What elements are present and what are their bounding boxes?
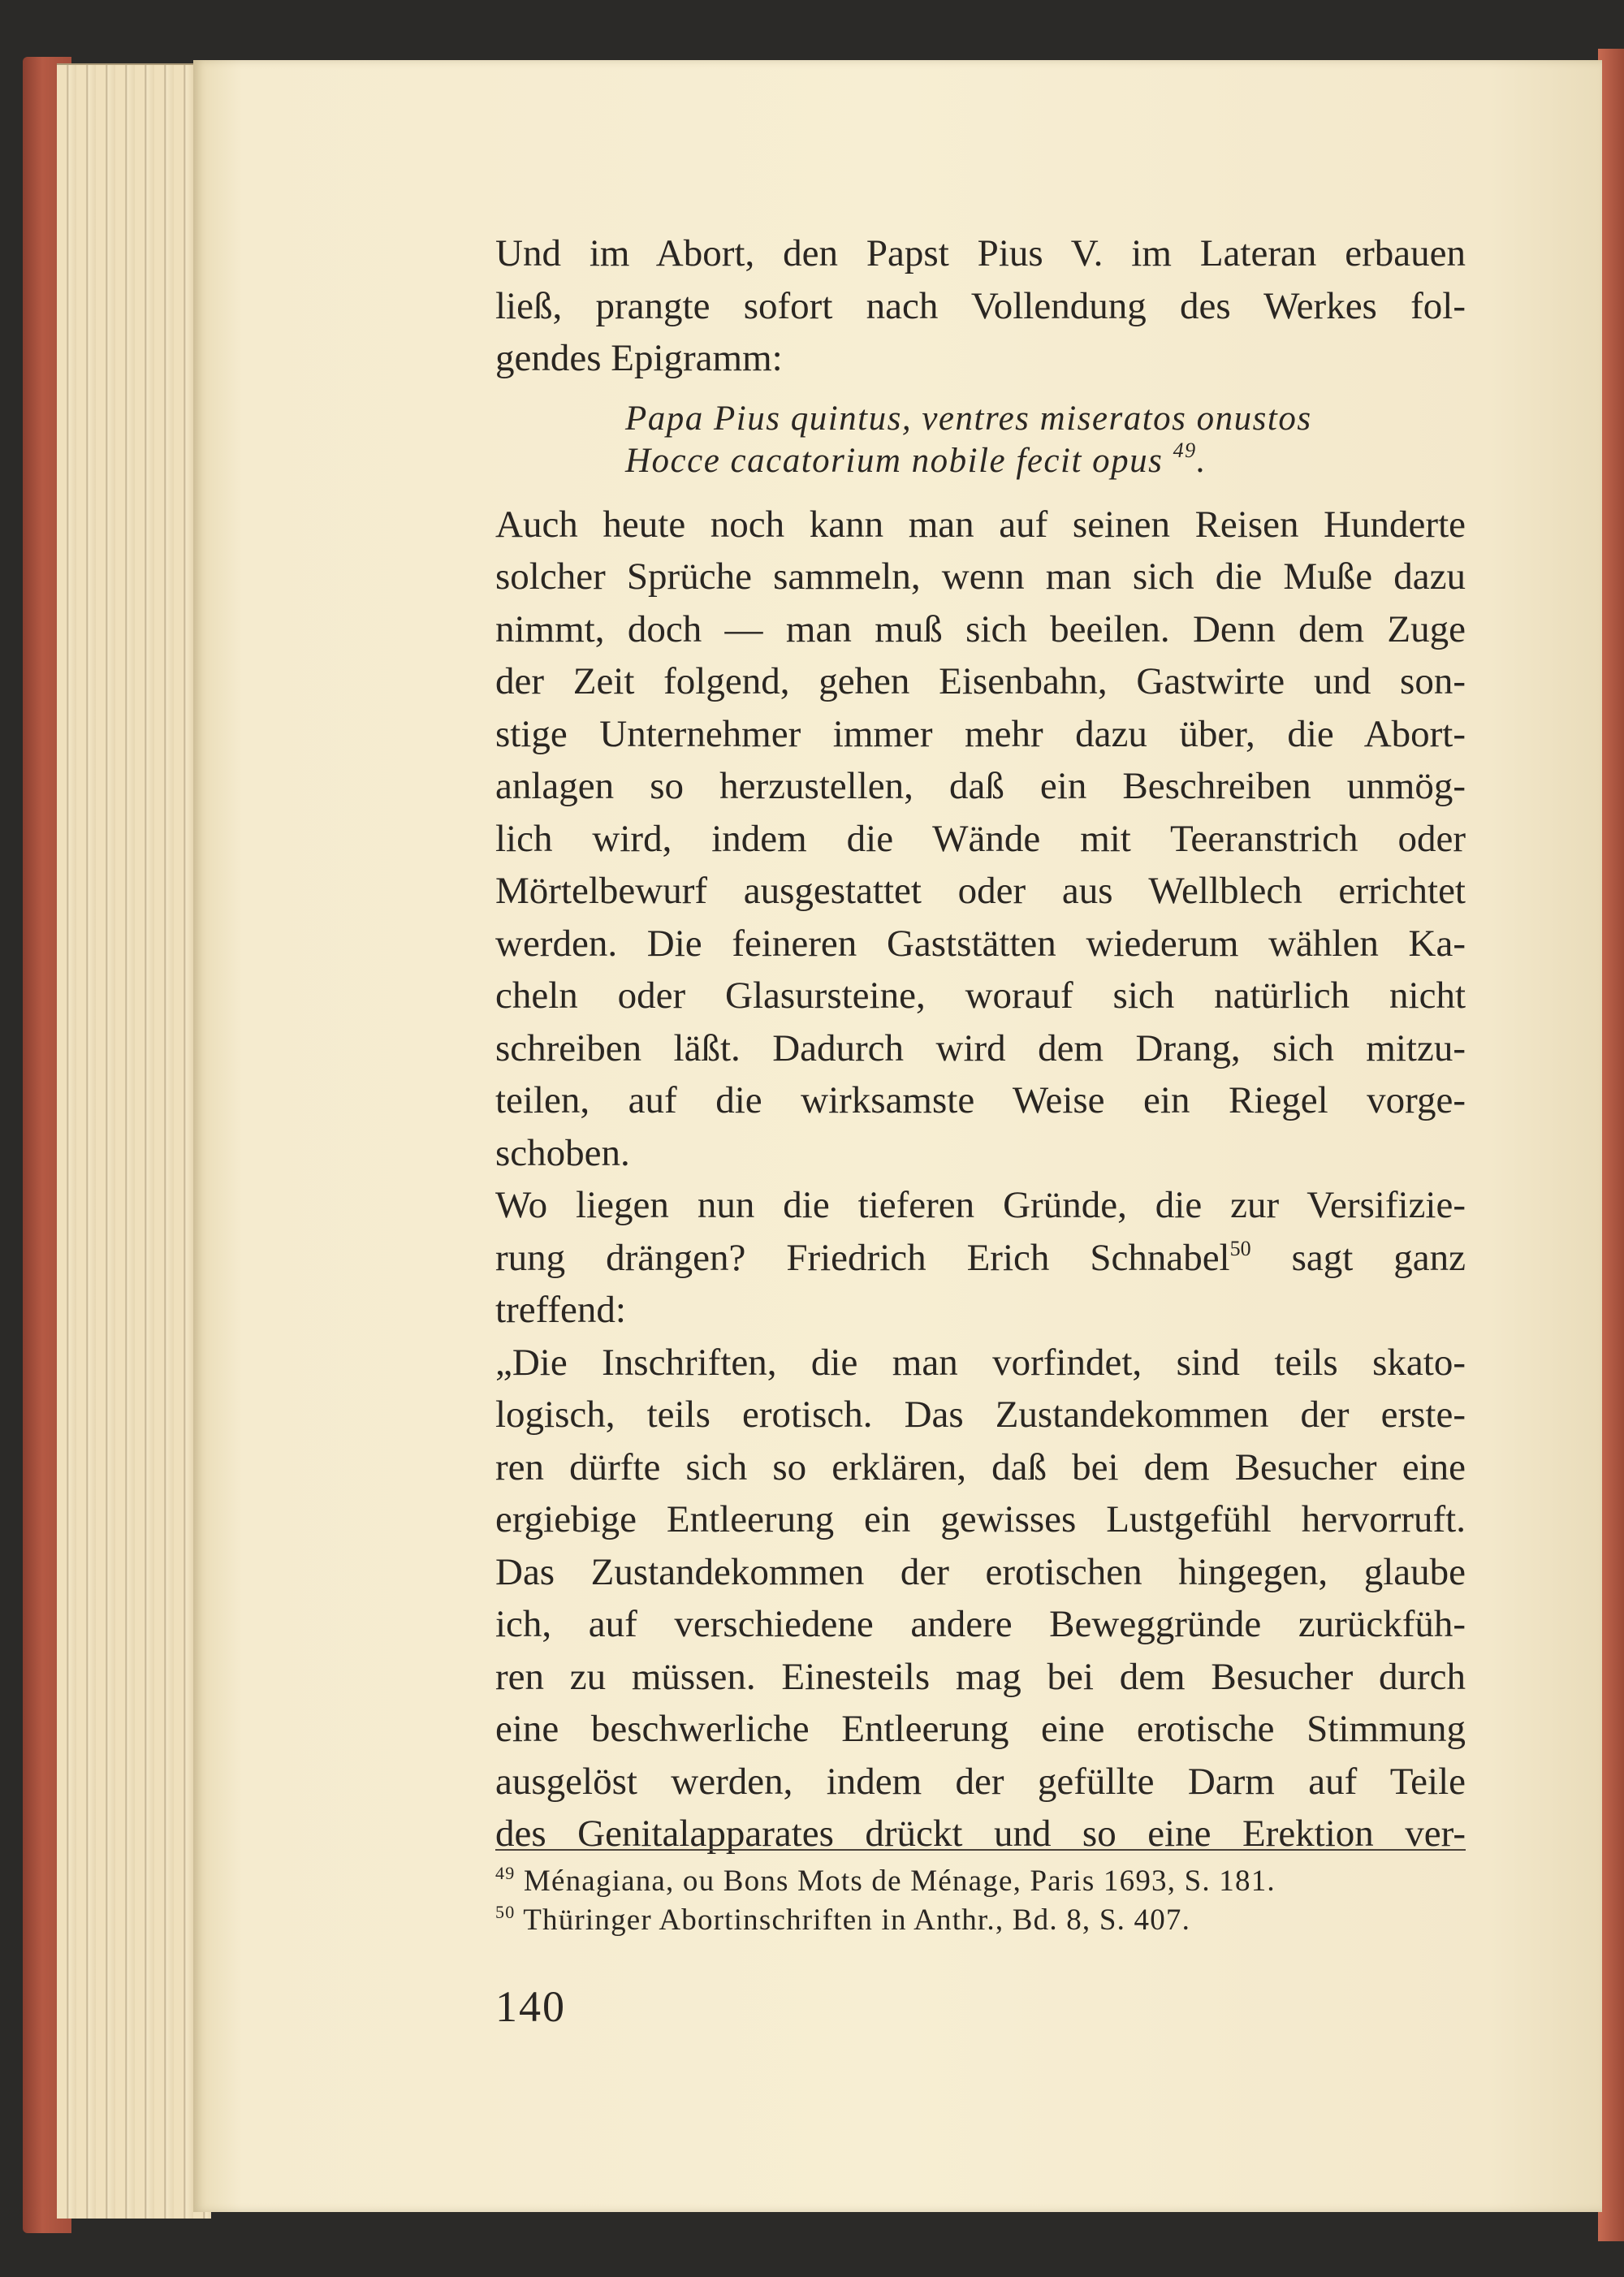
paragraph-2	[495, 499, 1466, 1180]
text-line: schreiben läßt. Dadurch wird dem Drang, sich mitzu-	[495, 1026, 1466, 1069]
text-line: ich, auf verschiedene andere Beweggründe zurückfüh-	[495, 1603, 1466, 1645]
text-line: Wo liegen nun die tieferen Gründe, die zur Versifizie-	[495, 1184, 1466, 1226]
text-line: gendes Epigramm:	[495, 337, 783, 379]
footnotes	[495, 1849, 1466, 1940]
footnote-50	[495, 1901, 1466, 1940]
verse-line-2-text: Hocce cacatorium nobile fecit opus	[625, 441, 1164, 480]
text-line: anlagen so herzustellen, daß ein Beschreiben unmög-	[495, 765, 1466, 807]
text-line: lich wird, indem die Wände mit Teeranstrich oder	[495, 817, 1466, 860]
text-line: eine beschwerliche Entleerung eine erotische Stimmung	[495, 1708, 1466, 1750]
paragraph-4-quote	[495, 1337, 1466, 1860]
verse-line-2	[625, 440, 1466, 482]
text-line: ausgelöst werden, indem der gefüllte Darm auf Teile	[495, 1760, 1466, 1803]
text-line: cheln oder Glasursteine, worauf sich natürlich nicht	[495, 974, 1466, 1017]
footnote-text: Thüringer Abortinschriften in Anthr., Bd. 8, S. 407.	[515, 1903, 1191, 1937]
text-line: stige Unternehmer immer mehr dazu über, die Abort-	[495, 712, 1466, 755]
text-line: Und im Abort, den Papst Pius V. im Lateran erbauen	[495, 232, 1466, 274]
page-body	[495, 227, 1466, 1860]
verse-line-2-end: .	[1196, 441, 1207, 480]
footnote-49	[495, 1862, 1466, 1901]
text-line: teilen, auf die wirksamste Weise ein Riegel vorge-	[495, 1079, 1466, 1121]
footnote-ref-50: 50	[1229, 1236, 1251, 1260]
footnote-text: Ménagiana, ou Bons Mots de Ménage, Paris 1693, S. 181.	[515, 1864, 1276, 1898]
text-line	[495, 1232, 1466, 1285]
page-edges	[57, 63, 211, 2219]
footnote-number: 50	[495, 1902, 516, 1922]
text-line: der Zeit folgend, gehen Eisenbahn, Gastwirte und son-	[495, 660, 1466, 702]
paragraph-3	[495, 1179, 1466, 1337]
footnote-number: 49	[495, 1863, 516, 1883]
text-line: werden. Die feineren Gaststätten wiederum wählen Ka-	[495, 922, 1466, 965]
epigram-verse	[625, 398, 1466, 482]
text-line: ließ, prangte sofort nach Vollendung des Werkes fol-	[495, 284, 1466, 327]
text-line: logisch, teils erotisch. Das Zustandekommen der erste-	[495, 1393, 1466, 1436]
text-segment: rung drängen? Friedrich Erich Schnabel	[495, 1236, 1230, 1279]
text-line: ren dürfte sich so erklären, daß bei dem Besucher eine	[495, 1445, 1466, 1488]
footnote-ref-49: 49	[1173, 438, 1197, 462]
text-line: nimmt, doch — man muß sich beeilen. Denn dem Zuge	[495, 607, 1466, 650]
text-line: des Genitalapparates drückt und so eine Erektion ver-	[495, 1813, 1466, 1855]
verse-line-1: Papa Pius quintus, ventres miseratos onustos	[625, 399, 1312, 438]
page-number: 140	[495, 1982, 566, 2031]
text-line: Das Zustandekommen der erotischen hingegen, glaube	[495, 1550, 1466, 1593]
text-line: Mörtelbewurf ausgestattet oder aus Wellblech errichtet	[495, 870, 1466, 912]
text-line: treffend:	[495, 1289, 626, 1331]
text-line: Auch heute noch kann man auf seinen Reisen Hunderte	[495, 503, 1466, 546]
text-line: solcher Sprüche sammeln, wenn man sich die Muße dazu	[495, 555, 1466, 598]
text-line: ren zu müssen. Einesteils mag bei dem Besucher durch	[495, 1655, 1466, 1698]
text-line: ergiebige Entleerung ein gewisses Lustgefühl hervorruft.	[495, 1498, 1466, 1540]
text-line: „Die Inschriften, die man vorfindet, sind teils skato-	[495, 1341, 1466, 1384]
text-segment: sagt ganz	[1250, 1236, 1466, 1279]
paragraph-1	[495, 227, 1466, 385]
text-line: schoben.	[495, 1131, 630, 1174]
